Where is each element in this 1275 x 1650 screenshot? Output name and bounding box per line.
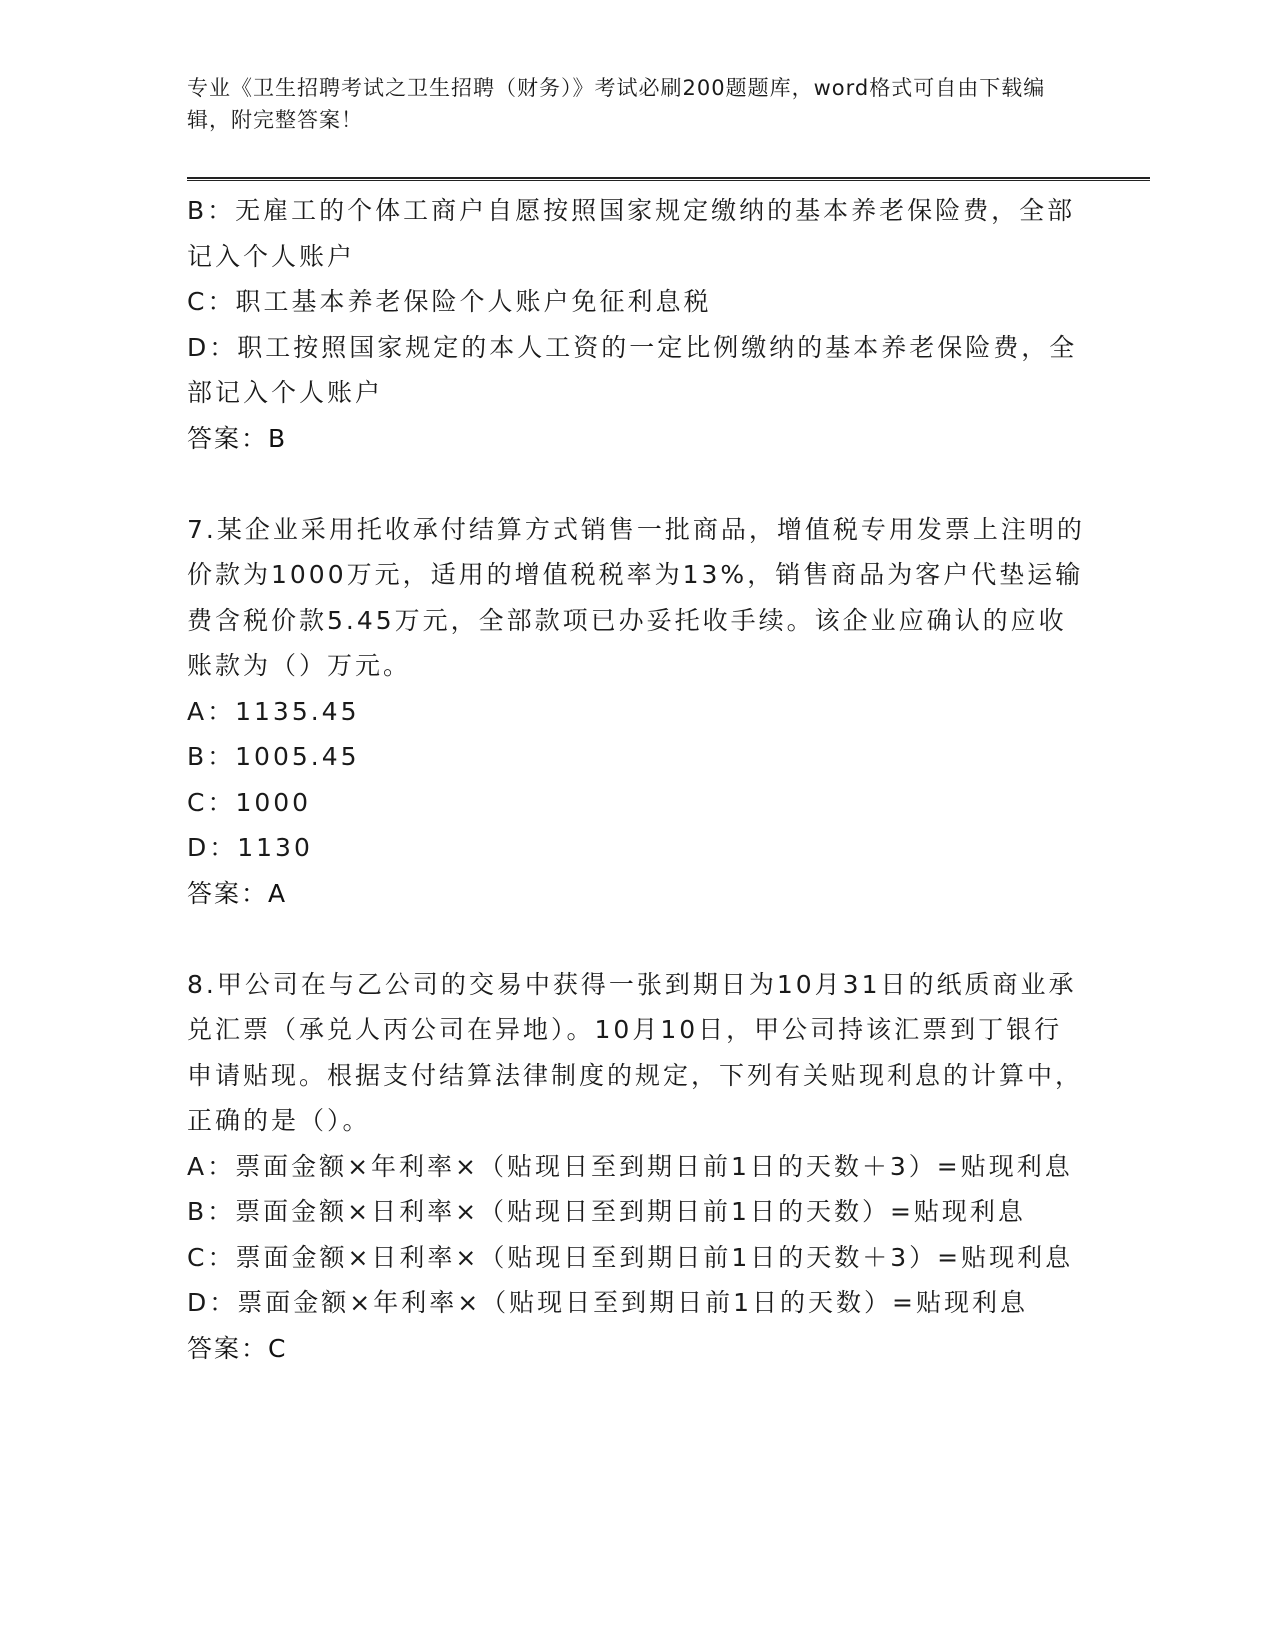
question-7-block — [187, 507, 1087, 917]
q6-option-b: B：无雇工的个体工商户自愿按照国家规定缴纳的基本养老保险费，全部记入个人账户 — [187, 196, 1076, 271]
q8-stem: 8.甲公司在与乙公司的交易中获得一张到期日为10月31日的纸质商业承兑汇票（承兑人丙公司在异地）。10月10日，甲公司持该汇票到丁银行申请贴现。根据支付结算法律制度的规定，下列有关贴现利息的计算中，正确的是（）。 — [187, 969, 1084, 1135]
header-divider — [187, 177, 1150, 181]
spacer — [187, 461, 1087, 507]
q7-option-c: C：1000 — [187, 787, 312, 817]
document-header: 专业《卫生招聘考试之卫生招聘（财务）》考试必刷200题题库，word格式可自由下载编辑，附完整答案！ — [187, 76, 1046, 132]
q7-stem: 7.某企业采用托收承付结算方式销售一批商品，增值税专用发票上注明的价款为1000万元，适用的增值税税率为13%，销售商品为客户代垫运输费含税价款5.45万元，全部款项已办妥托收手续。该企业应确认的应收账款为（）万元。 — [187, 514, 1085, 680]
q8-option-d: D：票面金额×年利率×（贴现日至到期日前1日的天数）=贴现利息 — [187, 1288, 1029, 1317]
q6-option-c: C：职工基本养老保险个人账户免征利息税 — [187, 287, 712, 316]
spacer — [187, 916, 1087, 962]
q8-option-a: A：票面金额×年利率×（贴现日至到期日前1日的天数＋3）=贴现利息 — [187, 1151, 1073, 1181]
q7-option-d: D：1130 — [187, 833, 313, 862]
q8-answer: 答案：C — [187, 1333, 288, 1363]
q8-option-b: B：票面金额×日利率×（贴现日至到期日前1日的天数）=贴现利息 — [187, 1197, 1026, 1226]
q8-option-c: C：票面金额×日利率×（贴现日至到期日前1日的天数＋3）=贴现利息 — [187, 1242, 1074, 1272]
q6-option-d: D：职工按照国家规定的本人工资的一定比例缴纳的基本养老保险费，全部记入个人账户 — [187, 332, 1078, 407]
q7-option-a: A：1135.45 — [187, 696, 360, 726]
q6-answer: 答案：B — [187, 423, 288, 453]
q7-answer: 答案：A — [187, 878, 288, 908]
q7-option-b: B：1005.45 — [187, 742, 360, 771]
question-6-block — [187, 188, 1087, 461]
question-8-block — [187, 962, 1087, 1372]
document-body — [187, 188, 1087, 1371]
